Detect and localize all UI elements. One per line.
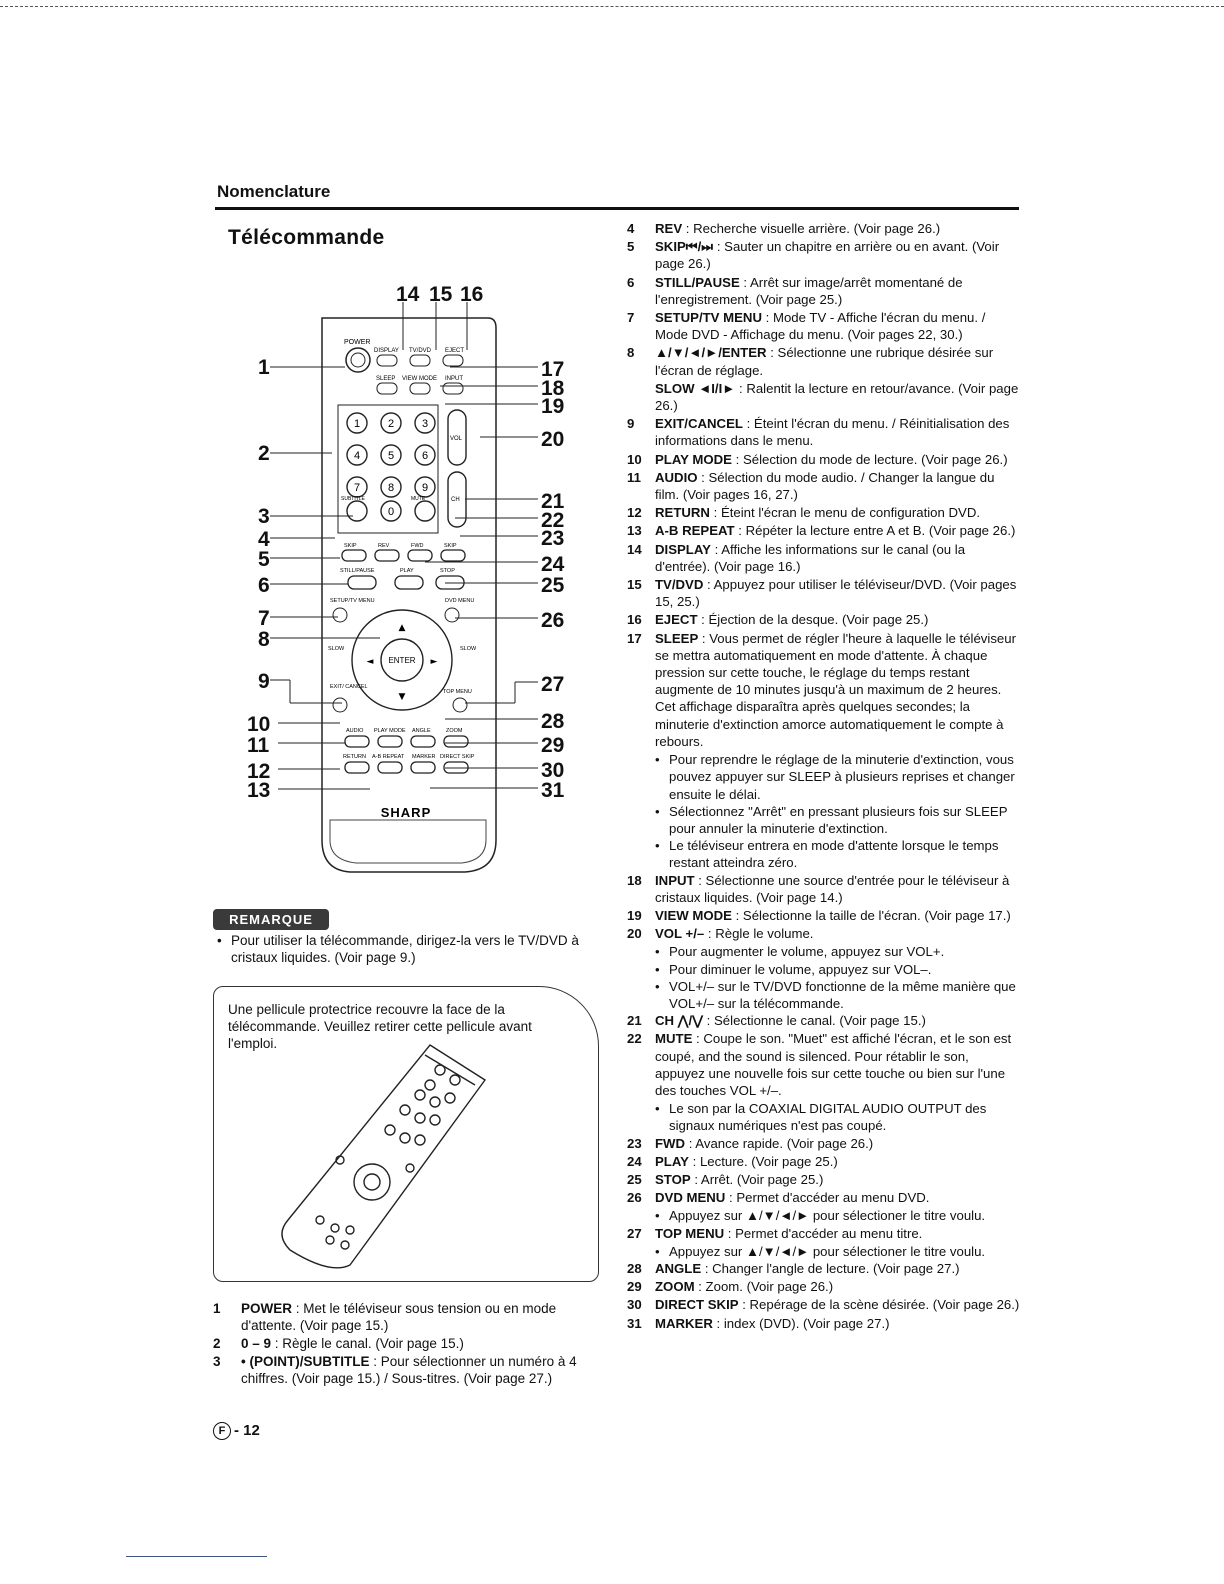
item-button-name: TOP MENU <box>655 1225 725 1241</box>
list-item <box>213 1353 613 1387</box>
item-description <box>655 274 1022 308</box>
item-text: : Règle le canal. (Voir page 15.) <box>271 1336 464 1351</box>
item-description <box>655 1012 1022 1029</box>
item-text: : Arrêt sur image/arrêt momentané de l'enregistrement. (Voir page 25.) <box>655 274 963 307</box>
item-text: : Sélection du mode de lecture. (Voir page 26.) <box>731 451 1008 467</box>
film-note-text: Une pellicule protectrice recouvre la face de la télécommande. Veuillez retirer cette pellicule avant l'emploi. <box>228 1002 532 1051</box>
setup-menu-label: SETUP/TV MENU <box>330 598 375 604</box>
item-text: : Appuyez pour utiliser le téléviseur/DVD. (Voir pages 15, 25.) <box>655 577 1017 610</box>
callout-26: 26 <box>541 609 565 632</box>
return-label: RETURN <box>343 754 366 760</box>
item-bullet-text: Le téléviseur entrera en mode d'attente lorsque le temps restant atteindra zéro. <box>669 838 999 871</box>
item-number: 1 <box>213 1301 221 1316</box>
item-bullet: • Le téléviseur entrera en mode d'attente lorsque le temps restant atteindra zéro. <box>655 837 1022 871</box>
power-label: POWER <box>344 339 371 346</box>
item-button-name: • (POINT)/SUBTITLE <box>241 1354 370 1369</box>
item-number: 5 <box>627 239 635 255</box>
item-bullet-text: Le son par la COAXIAL DIGITAL AUDIO OUTPUT des signaux numériques n'est pas coupé. <box>669 1101 987 1134</box>
list-item <box>627 1189 1022 1206</box>
bottom-link-line <box>126 1556 267 1557</box>
callout-15: 15 <box>429 283 453 306</box>
item-button-name: RETURN <box>655 505 710 521</box>
play-label: PLAY <box>400 568 414 574</box>
item-description <box>655 1171 1022 1188</box>
item-description <box>655 1189 1022 1206</box>
item-description <box>655 504 1022 521</box>
list-item <box>627 415 1022 449</box>
remarque-badge: REMARQUE <box>213 909 329 930</box>
tvdvd-label: TV/DVD <box>409 348 432 354</box>
item-text: : Répéter la lecture entre A et B. (Voir page 26.) <box>734 523 1016 539</box>
left-description-list <box>213 1300 613 1388</box>
callout-2: 2 <box>258 442 270 465</box>
item-button-name: ANGLE <box>655 1260 702 1276</box>
subtitle-label: SUBTITLE <box>341 496 365 502</box>
callout-8: 8 <box>258 628 270 651</box>
callout-31: 31 <box>541 779 565 802</box>
skip-fwd-label: SKIP <box>444 543 457 549</box>
callout-16: 16 <box>460 283 484 306</box>
item-bullet: • Appuyez sur ▲/▼/◄/► pour sélectioner le titre voulu. <box>655 1207 1022 1224</box>
item-description <box>655 238 1022 272</box>
rev-label: REV <box>378 543 390 549</box>
item-text: : Changer l'angle de lecture. (Voir page 27.) <box>701 1260 960 1276</box>
item-text: : Sélectionne une source d'entrée pour le téléviseur à cristaux liquides. (Voir page 14.) <box>655 872 1010 905</box>
item-number: 20 <box>627 926 642 942</box>
callout-5: 5 <box>258 548 270 571</box>
list-item <box>627 541 1022 575</box>
item-description <box>655 630 1022 750</box>
item-number: 23 <box>627 1135 642 1151</box>
item-button-name: FWD <box>655 1135 686 1151</box>
item-bullet-text: Appuyez sur ▲/▼/◄/► pour sélectioner le titre voulu. <box>669 1243 986 1259</box>
item-button-name: 0 – 9 <box>241 1336 272 1351</box>
item-number: 14 <box>627 541 642 557</box>
item-number: 27 <box>627 1225 642 1241</box>
svg-text:▲: ▲ <box>398 623 406 633</box>
item-number: 31 <box>627 1315 642 1331</box>
skip-back-label: SKIP <box>344 543 357 549</box>
item-number: 17 <box>627 630 642 646</box>
item-button-name: VIEW MODE <box>655 907 732 923</box>
remote-film-illustration <box>280 1040 490 1270</box>
list-item <box>627 274 1022 308</box>
callout-12: 12 <box>247 760 271 783</box>
item-number: 26 <box>627 1190 642 1206</box>
item-text: : Éjection de la desque. (Voir page 25.) <box>697 612 929 628</box>
item-number: 10 <box>627 451 642 467</box>
slow-right-label: SLOW <box>460 646 477 652</box>
callout-19: 19 <box>541 395 565 418</box>
item-button-name: SLOW ◄I/I► <box>655 380 736 396</box>
item-description <box>655 1225 1022 1242</box>
item-button-name: SETUP/TV MENU <box>655 310 762 326</box>
list-item <box>627 238 1022 272</box>
item-button-name: TV/DVD <box>655 577 704 593</box>
mute-label: MUTE <box>411 496 426 502</box>
item-bullet: • Le son par la COAXIAL DIGITAL AUDIO OUTPUT des signaux numériques n'est pas coupé. <box>655 1100 1022 1134</box>
brand-logo: SHARP <box>380 805 432 820</box>
item-text: : Pour sélectionner un numéro à 4 chiffres. (Voir page 15.) / Sous-titres. (Voir page 27.) <box>241 1354 577 1386</box>
item-description <box>655 576 1022 610</box>
item-bullet-text: VOL+/– sur le TV/DVD fonctionne de la même manière que VOL+/– sur la télécommande. <box>669 978 1016 1011</box>
digit-7: 7 <box>353 482 361 494</box>
display-label: DISPLAY <box>374 348 399 354</box>
eject-label: EJECT <box>445 348 465 354</box>
list-item <box>213 1335 613 1352</box>
callout-30: 30 <box>541 759 565 782</box>
item-bullet-text: Pour augmenter le volume, appuyez sur VOL+. <box>669 944 945 960</box>
item-text: : Sélection du mode audio. / Changer la langue du film. (Voir pages 16, 27.) <box>655 469 995 503</box>
callout-27: 27 <box>541 673 565 696</box>
digit-9: 9 <box>421 482 429 494</box>
dvd-menu-label: DVD MENU <box>445 598 475 604</box>
item-text: : Permet d'accéder au menu titre. <box>724 1225 923 1241</box>
list-item <box>627 220 1022 237</box>
callout-29: 29 <box>541 734 565 757</box>
list-item <box>627 1030 1022 1099</box>
item-text: : Règle le volume. <box>704 926 814 942</box>
digit-2: 2 <box>387 418 395 430</box>
callout-21: 21 <box>541 490 565 513</box>
item-text: : Éteint l'écran du menu. / Réinitialisation des informations dans le menu. <box>655 416 1010 449</box>
item-button-name: VOL +/– <box>655 926 705 942</box>
item-text: : Met le téléviseur sous tension ou en mode d'attente. (Voir page 15.) <box>241 1301 557 1333</box>
item-text: : Lecture. (Voir page 25.) <box>688 1153 838 1169</box>
zoom-label: ZOOM <box>446 728 463 734</box>
marker-label: MARKER <box>412 754 436 760</box>
digit-4: 4 <box>353 450 361 462</box>
callout-18: 18 <box>541 377 565 400</box>
input-label: INPUT <box>445 376 463 382</box>
item-text: : Permet d'accéder au menu DVD. <box>725 1190 930 1206</box>
callout-4: 4 <box>258 528 270 551</box>
digit-3: 3 <box>421 418 429 430</box>
callout-11: 11 <box>247 734 270 757</box>
list-item <box>627 344 1022 378</box>
item-number <box>627 380 655 414</box>
list-item <box>627 309 1022 343</box>
playmode-label: PLAY MODE <box>374 728 406 734</box>
item-number: 4 <box>627 221 635 236</box>
item-button-name: DIRECT SKIP <box>655 1297 739 1313</box>
remarque-text: Pour utiliser la télécommande, dirigez-la vers le TV/DVD à cristaux liquides. (Voir page 9.) <box>231 933 579 965</box>
item-number: 25 <box>627 1171 642 1187</box>
callout-17: 17 <box>541 358 565 381</box>
item-bullet-text: Pour reprendre le réglage de la minuterie d'extinction, vous pouvez appuyer sur SLEEP à plusieurs reprises et changer ensuite le délai. <box>669 752 1015 802</box>
item-description <box>655 872 1022 906</box>
item-bullet: • Pour reprendre le réglage de la minuterie d'extinction, vous pouvez appuyer sur SLEEP à plusieurs reprises et changer ensuite le délai. <box>655 751 1022 803</box>
item-description <box>655 925 1022 942</box>
callout-7: 7 <box>258 607 270 630</box>
item-bullet: • Pour augmenter le volume, appuyez sur VOL+. <box>655 943 1022 960</box>
item-number: 8 <box>627 345 635 361</box>
digit-0: 0 <box>387 506 395 518</box>
list-item <box>627 1135 1022 1152</box>
list-item <box>627 872 1022 906</box>
item-text: : index (DVD). (Voir page 27.) <box>712 1315 890 1331</box>
callout-3: 3 <box>258 505 270 528</box>
list-item <box>213 1300 613 1334</box>
item-text: : Sélectionne la taille de l'écran. (Voir page 17.) <box>731 907 1011 923</box>
ch-label: CH <box>451 497 460 503</box>
item-description <box>655 1296 1022 1313</box>
exit-cancel-label: EXIT/ CANCEL <box>330 684 368 690</box>
list-item <box>627 1012 1022 1029</box>
abrepeat-label: A-B REPEAT <box>372 754 405 760</box>
item-description <box>655 415 1022 449</box>
callout-9: 9 <box>258 670 270 693</box>
callout-20: 20 <box>541 428 565 451</box>
svg-text:◄: ◄ <box>366 657 374 667</box>
callout-25: 25 <box>541 574 565 597</box>
item-description <box>655 451 1022 468</box>
slow-left-label: SLOW <box>328 646 345 652</box>
list-item <box>627 1153 1022 1170</box>
item-description <box>655 522 1022 539</box>
item-text: : Avance rapide. (Voir page 26.) <box>685 1135 874 1151</box>
item-button-name: ZOOM <box>655 1279 695 1295</box>
callout-6: 6 <box>258 574 270 597</box>
item-bullet-text: Appuyez sur ▲/▼/◄/► pour sélectioner le titre voulu. <box>669 1208 986 1224</box>
digit-5: 5 <box>387 450 395 462</box>
viewmode-label: VIEW MODE <box>402 376 438 382</box>
list-item <box>627 630 1022 750</box>
item-number: 7 <box>627 310 635 326</box>
item-description <box>655 1030 1022 1099</box>
list-item <box>627 1225 1022 1242</box>
item-number: 19 <box>627 907 642 923</box>
list-item <box>627 1296 1022 1313</box>
item-number: 12 <box>627 505 642 521</box>
item-text: : Repérage de la scène désirée. (Voir page 26.) <box>738 1297 1020 1313</box>
list-item <box>627 504 1022 521</box>
digit-1: 1 <box>353 418 361 430</box>
enter-label: ENTER <box>388 656 416 665</box>
item-number: 9 <box>627 416 635 432</box>
item-description <box>241 1300 613 1334</box>
item-text: : Mode TV - Affiche l'écran du menu. / Mode DVD - Affichage du menu. (Voir pages 22, 30.) <box>655 310 986 343</box>
item-text: : Sélectionne une rubrique désirée sur l'écran de réglage. <box>655 345 994 378</box>
angle-label: ANGLE <box>412 728 431 734</box>
list-item <box>627 522 1022 539</box>
remote-control-diagram <box>240 300 560 890</box>
item-button-name: AUDIO <box>655 469 698 485</box>
item-description <box>655 1135 1022 1152</box>
item-number: 15 <box>627 577 642 593</box>
svg-text:▼: ▼ <box>398 692 406 702</box>
list-item <box>627 576 1022 610</box>
list-item <box>627 380 1022 414</box>
page-top-border <box>0 6 1224 7</box>
callout-13: 13 <box>247 779 271 802</box>
item-bullet: • VOL+/– sur le TV/DVD fonctionne de la même manière que VOL+/– sur la télécommande. <box>655 978 1022 1012</box>
item-description <box>655 541 1022 575</box>
digit-8: 8 <box>387 482 395 494</box>
item-button-name: PLAY <box>655 1153 689 1169</box>
list-item <box>627 451 1022 468</box>
item-number: 6 <box>627 274 635 290</box>
item-button-name: REV <box>655 221 683 236</box>
item-description <box>241 1353 613 1387</box>
item-button-name: DVD MENU <box>655 1190 726 1206</box>
list-item <box>627 1278 1022 1295</box>
item-button-name: INPUT <box>655 872 695 888</box>
topmenu-label: TOP MENU <box>443 689 472 695</box>
vol-label: VOL <box>450 436 463 442</box>
audio-label: AUDIO <box>346 728 364 734</box>
item-text: : Sélectionne le canal. (Voir page 15.) <box>703 1013 926 1029</box>
item-description <box>655 469 1022 503</box>
item-button-name: MARKER <box>655 1315 713 1331</box>
item-text: : Vous permet de régler l'heure à laquelle le téléviseur se mettra automatiquement en mode d'attente. À chaque pression sur cette touche, le réglage du temps restant augmente de 10 minutes jusqu'à un maximum de 2 heures. Cet affichage disparaîtra après quelques secondes; la minuterie d'extinction amorce automatiquement le compte à rebours. <box>655 630 1016 749</box>
item-number: 3 <box>213 1354 221 1369</box>
page-number-text: - 12 <box>234 1422 260 1439</box>
item-text: : Affiche les informations sur le canal (ou la d'entrée). (Voir page 16.) <box>655 541 966 574</box>
item-button-name: EXIT/CANCEL <box>655 416 743 432</box>
item-button-name: MUTE <box>655 1031 693 1047</box>
list-item <box>627 1260 1022 1277</box>
item-button-name: EJECT <box>655 612 698 628</box>
callout-10: 10 <box>247 713 271 736</box>
item-text: : Sauter un chapitre en arrière ou en avant. (Voir page 26.) <box>655 239 1000 272</box>
item-button-name: STOP <box>655 1171 691 1187</box>
item-description <box>241 1335 613 1352</box>
callout-22: 22 <box>541 509 565 532</box>
item-bullet-text: Pour diminuer le volume, appuyez sur VOL–. <box>669 961 932 977</box>
stillpause-label: STILL/PAUSE <box>340 568 375 574</box>
item-button-name: DISPLAY <box>655 541 711 557</box>
item-number: 11 <box>627 469 641 485</box>
item-description <box>655 611 1022 628</box>
item-button-name: CH ⋀/⋁ <box>655 1013 704 1029</box>
digit-6: 6 <box>421 450 429 462</box>
callout-24: 24 <box>541 553 565 576</box>
section-rule <box>215 207 1019 210</box>
list-item <box>627 907 1022 924</box>
item-number: 28 <box>627 1260 642 1276</box>
callout-1: 1 <box>258 356 270 379</box>
item-text: : Arrêt. (Voir page 25.) <box>690 1171 824 1187</box>
item-description <box>655 1260 1022 1277</box>
list-item <box>627 1315 1022 1332</box>
item-text: : Ralentit la lecture en retour/avance. (Voir page 26.) <box>655 380 1019 414</box>
item-button-name: POWER <box>241 1301 293 1316</box>
directskip-label: DIRECT SKIP <box>440 754 475 760</box>
callout-14: 14 <box>396 283 420 306</box>
stop-label: STOP <box>440 568 455 574</box>
item-bullet-text: Sélectionnez "Arrêt" en pressant plusieurs fois sur SLEEP pour annuler la minuterie d'extinction. <box>669 803 1008 836</box>
callout-23: 23 <box>541 527 565 550</box>
item-button-name: PLAY MODE <box>655 451 732 467</box>
item-number: 16 <box>627 612 642 628</box>
item-text: : Recherche visuelle arrière. (Voir page 26.) <box>682 221 941 236</box>
sleep-label: SLEEP <box>376 376 396 382</box>
language-circle-icon: F <box>213 1422 231 1440</box>
item-description <box>655 220 1022 237</box>
list-item <box>627 925 1022 942</box>
section-title: Nomenclature <box>217 182 331 201</box>
list-item <box>627 1171 1022 1188</box>
item-bullet: • Sélectionnez "Arrêt" en pressant plusieurs fois sur SLEEP pour annuler la minuterie d'extinction. <box>655 803 1022 837</box>
right-description-list <box>627 220 1022 1333</box>
callout-28: 28 <box>541 710 565 733</box>
item-number: 13 <box>627 523 642 539</box>
item-number: 2 <box>213 1336 221 1351</box>
item-bullet: • Appuyez sur ▲/▼/◄/► pour sélectioner le titre voulu. <box>655 1243 1022 1260</box>
item-bullet: • Pour diminuer le volume, appuyez sur VOL–. <box>655 961 1022 978</box>
item-button-name: SKIP⏮/⏭ <box>655 239 714 255</box>
item-description <box>655 344 1022 378</box>
item-button-name: STILL/PAUSE <box>655 274 740 290</box>
item-description <box>655 1278 1022 1295</box>
item-button-name: SLEEP <box>655 630 699 646</box>
fwd-label: FWD <box>411 543 424 549</box>
item-number: 24 <box>627 1153 642 1169</box>
item-number: 30 <box>627 1297 642 1313</box>
item-description <box>655 1153 1022 1170</box>
item-number: 22 <box>627 1031 642 1047</box>
remarque-note: • Pour utiliser la télécommande, dirigez-la vers le TV/DVD à cristaux liquides. (Voir page 9.) <box>217 932 617 966</box>
list-item <box>627 469 1022 503</box>
item-number: 29 <box>627 1279 642 1295</box>
item-button-name: ▲/▼/◄/►/ENTER <box>655 345 767 361</box>
item-text: : Zoom. (Voir page 26.) <box>694 1279 834 1295</box>
list-item <box>627 611 1022 628</box>
item-description <box>655 380 1022 414</box>
item-description <box>655 907 1022 924</box>
item-description <box>655 309 1022 343</box>
item-text: : Coupe le son. "Muet" est affiché l'écran, et le son est coupé, and the sound is silenced. Pour rétablir le son, appuyez une nouvelle fois sur cette touche ou bien sur l'une des touches VOL +/–. <box>655 1031 1012 1098</box>
item-text: : Éteint l'écran le menu de configuration DVD. <box>709 505 981 521</box>
page-heading: Télécommande <box>228 226 385 249</box>
item-button-name: A-B REPEAT <box>655 523 735 539</box>
page-number <box>213 1422 260 1440</box>
item-number: 18 <box>627 872 642 888</box>
item-description <box>655 1315 1022 1332</box>
item-number: 21 <box>627 1013 642 1029</box>
svg-text:►: ► <box>430 657 438 667</box>
